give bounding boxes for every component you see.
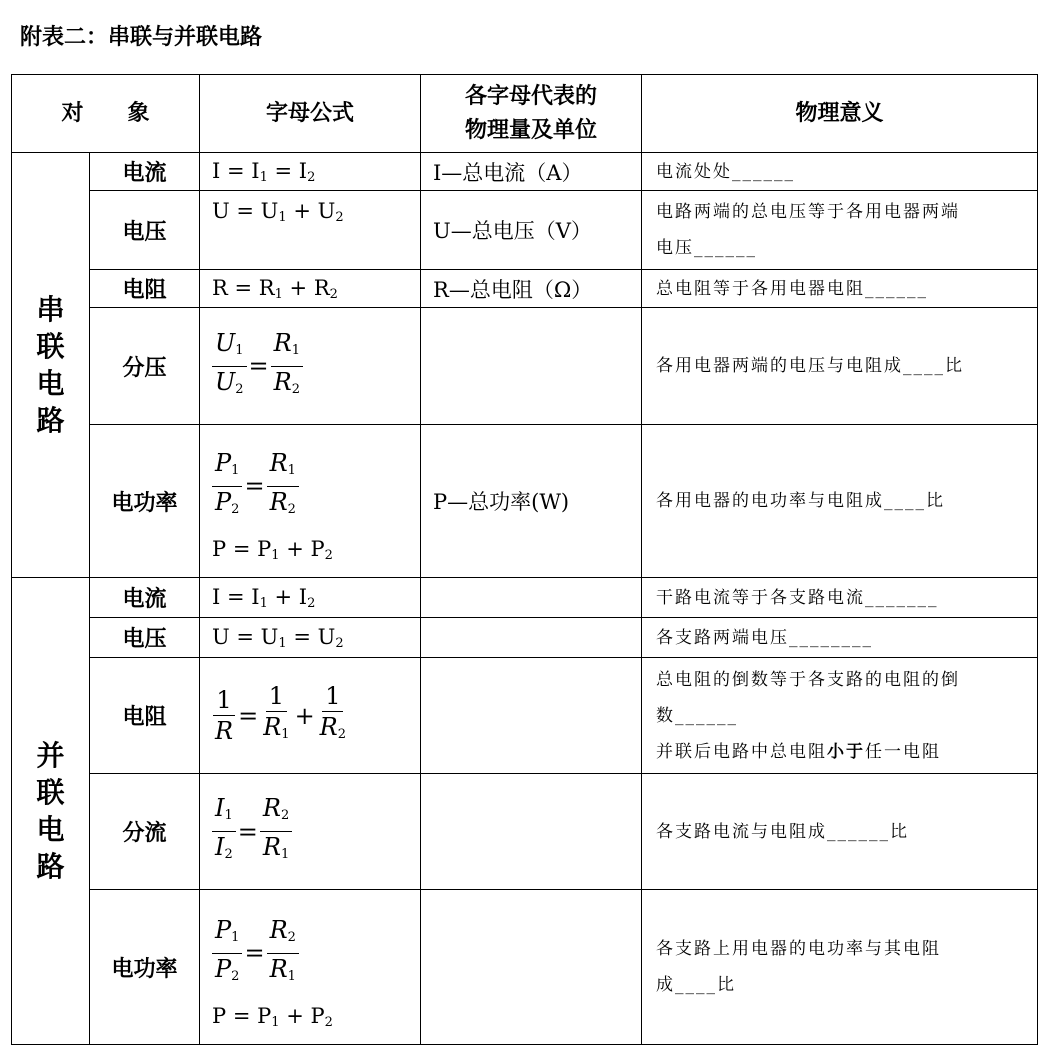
parallel-resistance-formula: $\frac{1}{R}$ = $\frac{1}{R_1}$ + $\frac{1}{R_2}$ [200,658,421,774]
parallel-power-formula: $\frac{P_1}{P_2}$ = $\frac{R_2}{R_1}$ $P = P_1 + P_2$ [200,890,421,1045]
parallel-voltage-formula: $U = U_1 = U_2$ [200,618,421,658]
parallel-current-formula: $I = I_1 + I_2$ [200,578,421,618]
table-row [12,308,1038,425]
series-power-item: 电功率 [90,425,200,578]
fraction: $\frac{1}{R}$ [215,686,234,745]
fraction: $\frac{1}{R_2}$ [319,682,347,742]
series-voltage-meaning: 电路两端的总电压等于各用电器两端 电压______ [642,191,1038,270]
series-resistance-item: 电阻 [90,270,200,308]
series-power-formula: $\frac{P_1}{P_2}$ = $\frac{R_1}{R_2}$ $P = P_1 + P_2$ [200,425,421,578]
series-power-unit: P—总功率(W) [421,425,642,578]
table-row [12,658,1038,774]
series-divide-meaning: 各用电器两端的电压与电阻成____比 [642,308,1038,425]
table-row [12,774,1038,890]
parallel-group-label: 并 联 电 路 [12,578,90,1045]
series-current-formula: $I = I_1 = I_2$ [200,153,421,191]
parallel-voltage-unit [421,618,642,658]
parallel-current-item: 电流 [90,578,200,618]
table-row [12,153,1038,191]
fraction: $\frac{R_2}{R_1}$ [267,917,299,990]
parallel-resistance-unit [421,658,642,774]
series-current-meaning: 电流处处______ [642,153,1038,191]
table-row [12,618,1038,658]
series-resistance-unit: R—总电阻（Ω） [421,270,642,308]
parallel-voltage-item: 电压 [90,618,200,658]
series-voltage-item: 电压 [90,191,200,270]
header-unit: 各字母代表的 物理量及单位 [421,75,642,153]
series-divide-item: 分压 [90,308,200,425]
fraction: $\frac{R_1}{R_2}$ [267,450,299,523]
fraction: $\frac{R_2}{R_1}$ [260,795,292,868]
parallel-power-meaning: 各支路上用电器的电功率与其电阻 成____比 [642,890,1038,1045]
table-row [12,890,1038,1045]
circuit-table [11,74,1038,1045]
series-group-label: 串 联 电 路 [12,153,90,578]
header-formula: 字母公式 [200,75,421,153]
fraction: $\frac{R_1}{R_2}$ [271,330,303,403]
parallel-divide-formula: $\frac{I_1}{I_2}$ = $\frac{R_2}{R_1}$ [200,774,421,890]
series-current-unit: I—总电流（A） [421,153,642,191]
series-resistance-meaning: 总电阻等于各用电器电阻______ [642,270,1038,308]
parallel-resistance-meaning: 总电阻的倒数等于各支路的电阻的倒 数______ 并联后电路中总电阻小于任一电阻 [642,658,1038,774]
header-row [12,75,1038,153]
series-voltage-formula: $U = U_1 + U_2$ [200,191,421,270]
fraction: $\frac{P_1}{P_2}$ [212,450,242,523]
series-divide-formula: $\frac{U_1}{U_2}$ = $\frac{R_1}{R_2}$ [200,308,421,425]
series-power-meaning: 各用电器的电功率与电阻成____比 [642,425,1038,578]
parallel-voltage-meaning: 各支路两端电压________ [642,618,1038,658]
fraction: $\frac{P_1}{P_2}$ [212,917,242,990]
series-resistance-formula: $R = R_1 + R_2$ [200,270,421,308]
header-meaning: 物理意义 [642,75,1038,153]
table-row [12,425,1038,578]
series-voltage-unit: U—总电压（V） [421,191,642,270]
parallel-resistance-item: 电阻 [90,658,200,774]
fraction: $\frac{1}{R_1}$ [263,682,290,742]
fraction: $\frac{U_1}{U_2}$ [212,330,247,403]
parallel-power-item: 电功率 [90,890,200,1045]
parallel-power-unit [421,890,642,1045]
page-title: 附表二：串联与并联电路 [20,25,263,50]
table-row [12,270,1038,308]
series-divide-unit [421,308,642,425]
parallel-current-meaning: 干路电流等于各支路电流_______ [642,578,1038,618]
parallel-divide-meaning: 各支路电流与电阻成______比 [642,774,1038,890]
series-current-item: 电流 [90,153,200,191]
parallel-current-unit [421,578,642,618]
table-row [12,578,1038,618]
parallel-divide-item: 分流 [90,774,200,890]
fraction: $\frac{I_1}{I_2}$ [212,795,236,868]
parallel-divide-unit [421,774,642,890]
header-object: 对 象 [12,75,200,153]
table-row [12,191,1038,270]
